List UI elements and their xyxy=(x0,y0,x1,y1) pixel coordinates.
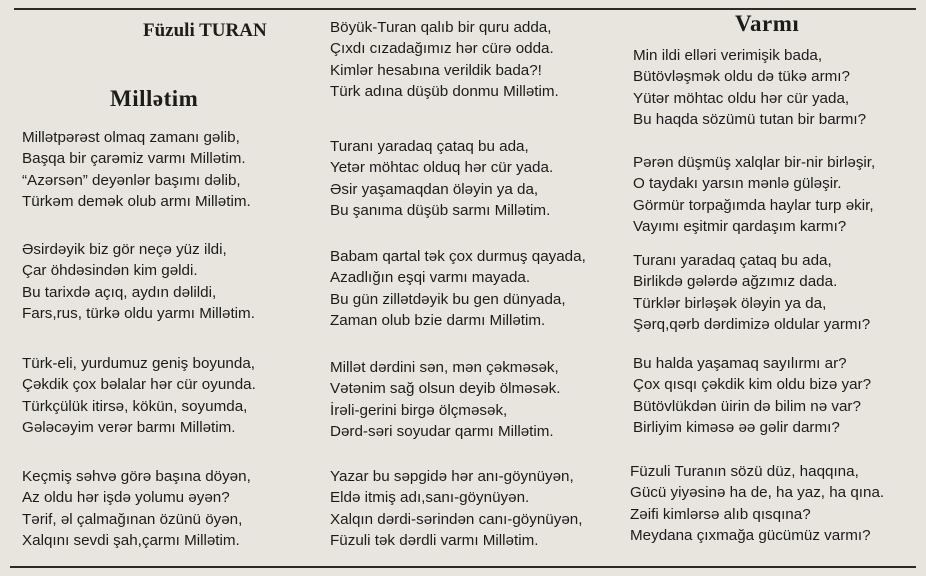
verse-line: Yetər möhtac olduq hər cür yada. xyxy=(330,159,554,177)
verse-line: Kimlər hesabına verildik bada?! xyxy=(330,61,542,79)
verse-line: Görmür torpağımda haylar turp əkir, xyxy=(633,196,874,214)
verse-line: Millət dərdini sən, mən çəkməsək, xyxy=(330,359,559,376)
verse-line: Çıxdı cızadağımız hər cürə odda. xyxy=(330,40,554,58)
varmi-stanza-2 xyxy=(633,152,875,237)
verse-line: Tərif, əl çalmağınan özünü öyən, xyxy=(22,510,243,528)
verse-line: Çox qısqı çəkdik kim oldu bizə yar? xyxy=(633,376,872,394)
verse-line: Xalqın dərdi-sərindən canı-göynüyən, xyxy=(330,510,583,528)
verse-line: Əsir yaşamaqdan öləyin ya da, xyxy=(330,180,539,198)
verse-line: Eldə itmiş adı,sanı-göynüyən. xyxy=(330,489,530,507)
stanza-9 xyxy=(330,466,582,551)
verse-line: Azadlığın eşqi varmı mayada. xyxy=(330,269,531,287)
verse-line: Yütər möhtac oldu hər cür yada, xyxy=(633,89,850,107)
verse-line: Babam qartal tək çox durmuş qayada, xyxy=(330,248,586,265)
verse-line: Yazar bu səpgidə hər anı-göynüyən, xyxy=(330,468,574,485)
varmi-stanza-1 xyxy=(633,45,866,130)
verse-line: Füzuli tək dərdli varmı Millətim. xyxy=(330,531,539,549)
verse-line: Başqa bir çarəmiz varmı Millətim. xyxy=(22,150,246,168)
stanza-1 xyxy=(22,127,251,212)
verse-line: Türklər birləşək öləyin ya da, xyxy=(633,294,827,312)
verse-line: Zəifi kimlərsə alıb qısqına? xyxy=(630,505,811,523)
verse-line: Böyük-Turan qalıb bir quru adda, xyxy=(330,19,552,36)
varmi-stanza-3 xyxy=(633,250,870,335)
verse-line: Pərən düşmüş xalqlar bir-nir birləşir, xyxy=(633,154,876,171)
verse-line: Min ildi elləri verimişik bada, xyxy=(633,47,823,64)
verse-line: Dərd-səri soyudar qarmı Millətim. xyxy=(330,422,554,440)
stanza-2 xyxy=(22,239,255,324)
verse-line: Türk-eli, yurdumuz geniş boyunda, xyxy=(22,355,255,372)
verse-line: Şərq,qərb dərdimizə oldular yarmı? xyxy=(633,315,871,333)
verse-line: Füzuli Turanın sözü düz, haqqına, xyxy=(630,463,859,480)
verse-line: Xalqını sevdi şah,çarmı Millətim. xyxy=(22,531,240,549)
verse-line: Turanı yaradaq çataq bu ada, xyxy=(330,138,529,155)
poem-title-varmi: Varmı xyxy=(735,11,800,36)
verse-line: Bu haqda sözümü tutan bir barmı? xyxy=(633,110,867,128)
verse-line: Çəkdik çox bəlalar hər cür oyunda. xyxy=(22,376,256,394)
verse-line: Keçmiş səhvə görə başına döyən, xyxy=(22,468,251,485)
verse-line: Bu tarixdə açıq, aydın dəlildi, xyxy=(22,283,217,301)
verse-line: Bu gün zillətdəyik bu gen dünyada, xyxy=(330,290,566,308)
verse-line: Gücü yiyəsinə ha de, ha yaz, ha qına. xyxy=(630,484,885,502)
verse-line: Gələcəyim verər barmı Millətim. xyxy=(22,418,236,436)
verse-line: Vayımı eşitmir qardaşım karmı? xyxy=(633,217,847,235)
verse-line: Çar öhdəsindən kim gəldi. xyxy=(22,262,198,280)
verse-line: Türkçülük itirsə, kökün, soyumda, xyxy=(22,397,248,415)
verse-line: Bu şanıma düşüb sarmı Millətim. xyxy=(330,201,551,219)
top-rule xyxy=(14,8,916,10)
verse-line: Zaman olub bzie darmı Millətim. xyxy=(330,311,546,329)
verse-line: Birlikdə gələrdə ağzımız dada. xyxy=(633,273,838,291)
varmi-stanza-5 xyxy=(630,461,884,546)
stanza-6 xyxy=(330,136,553,221)
verse-line: Fars,rus, türkə oldu yarmı Millətim. xyxy=(22,304,255,322)
verse-line: Bu halda yaşamaq sayılırmı ar? xyxy=(633,355,847,372)
varmi-stanza-4 xyxy=(633,353,871,438)
stanza-4 xyxy=(22,466,251,551)
verse-line: Birliyim kiməsə əə gəlir darmı? xyxy=(633,418,840,436)
poem-title-millatim: Millətim xyxy=(110,86,199,111)
bottom-rule xyxy=(10,566,916,568)
stanza-5 xyxy=(330,17,559,102)
verse-line: Vətənim sağ olsun deyib ölməsək. xyxy=(330,380,561,398)
verse-line: Türkəm demək olub armı Millətim. xyxy=(22,192,251,210)
verse-line: Millətpərəst olmaq zamanı gəlib, xyxy=(22,129,240,146)
verse-line: Az oldu hər işdə yolumu əyən? xyxy=(22,489,230,507)
verse-line: “Azərsən” deyənlər başımı dəlib, xyxy=(22,171,241,189)
verse-line: Əsirdəyik biz gör neçə yüz ildi, xyxy=(22,241,227,258)
verse-line: İrəli-gerini birgə ölçməsək, xyxy=(330,401,508,419)
stanza-3 xyxy=(22,353,256,438)
verse-line: Meydana çıxmağa gücümüz varmı? xyxy=(630,526,871,544)
stanza-8 xyxy=(330,357,560,442)
stanza-7 xyxy=(330,246,586,331)
verse-line: O taydakı yarsın mənlə güləşir. xyxy=(633,175,842,193)
verse-line: Bütövlükdən üirin də bilim nə var? xyxy=(633,397,861,415)
verse-line: Bütövləşmək oldu də tükə armı? xyxy=(633,68,850,86)
verse-line: Turanı yaradaq çataq bu ada, xyxy=(633,252,832,269)
author-name: Füzuli TURAN xyxy=(143,20,267,41)
verse-line: Türk adına düşüb donmu Millətim. xyxy=(330,82,559,100)
